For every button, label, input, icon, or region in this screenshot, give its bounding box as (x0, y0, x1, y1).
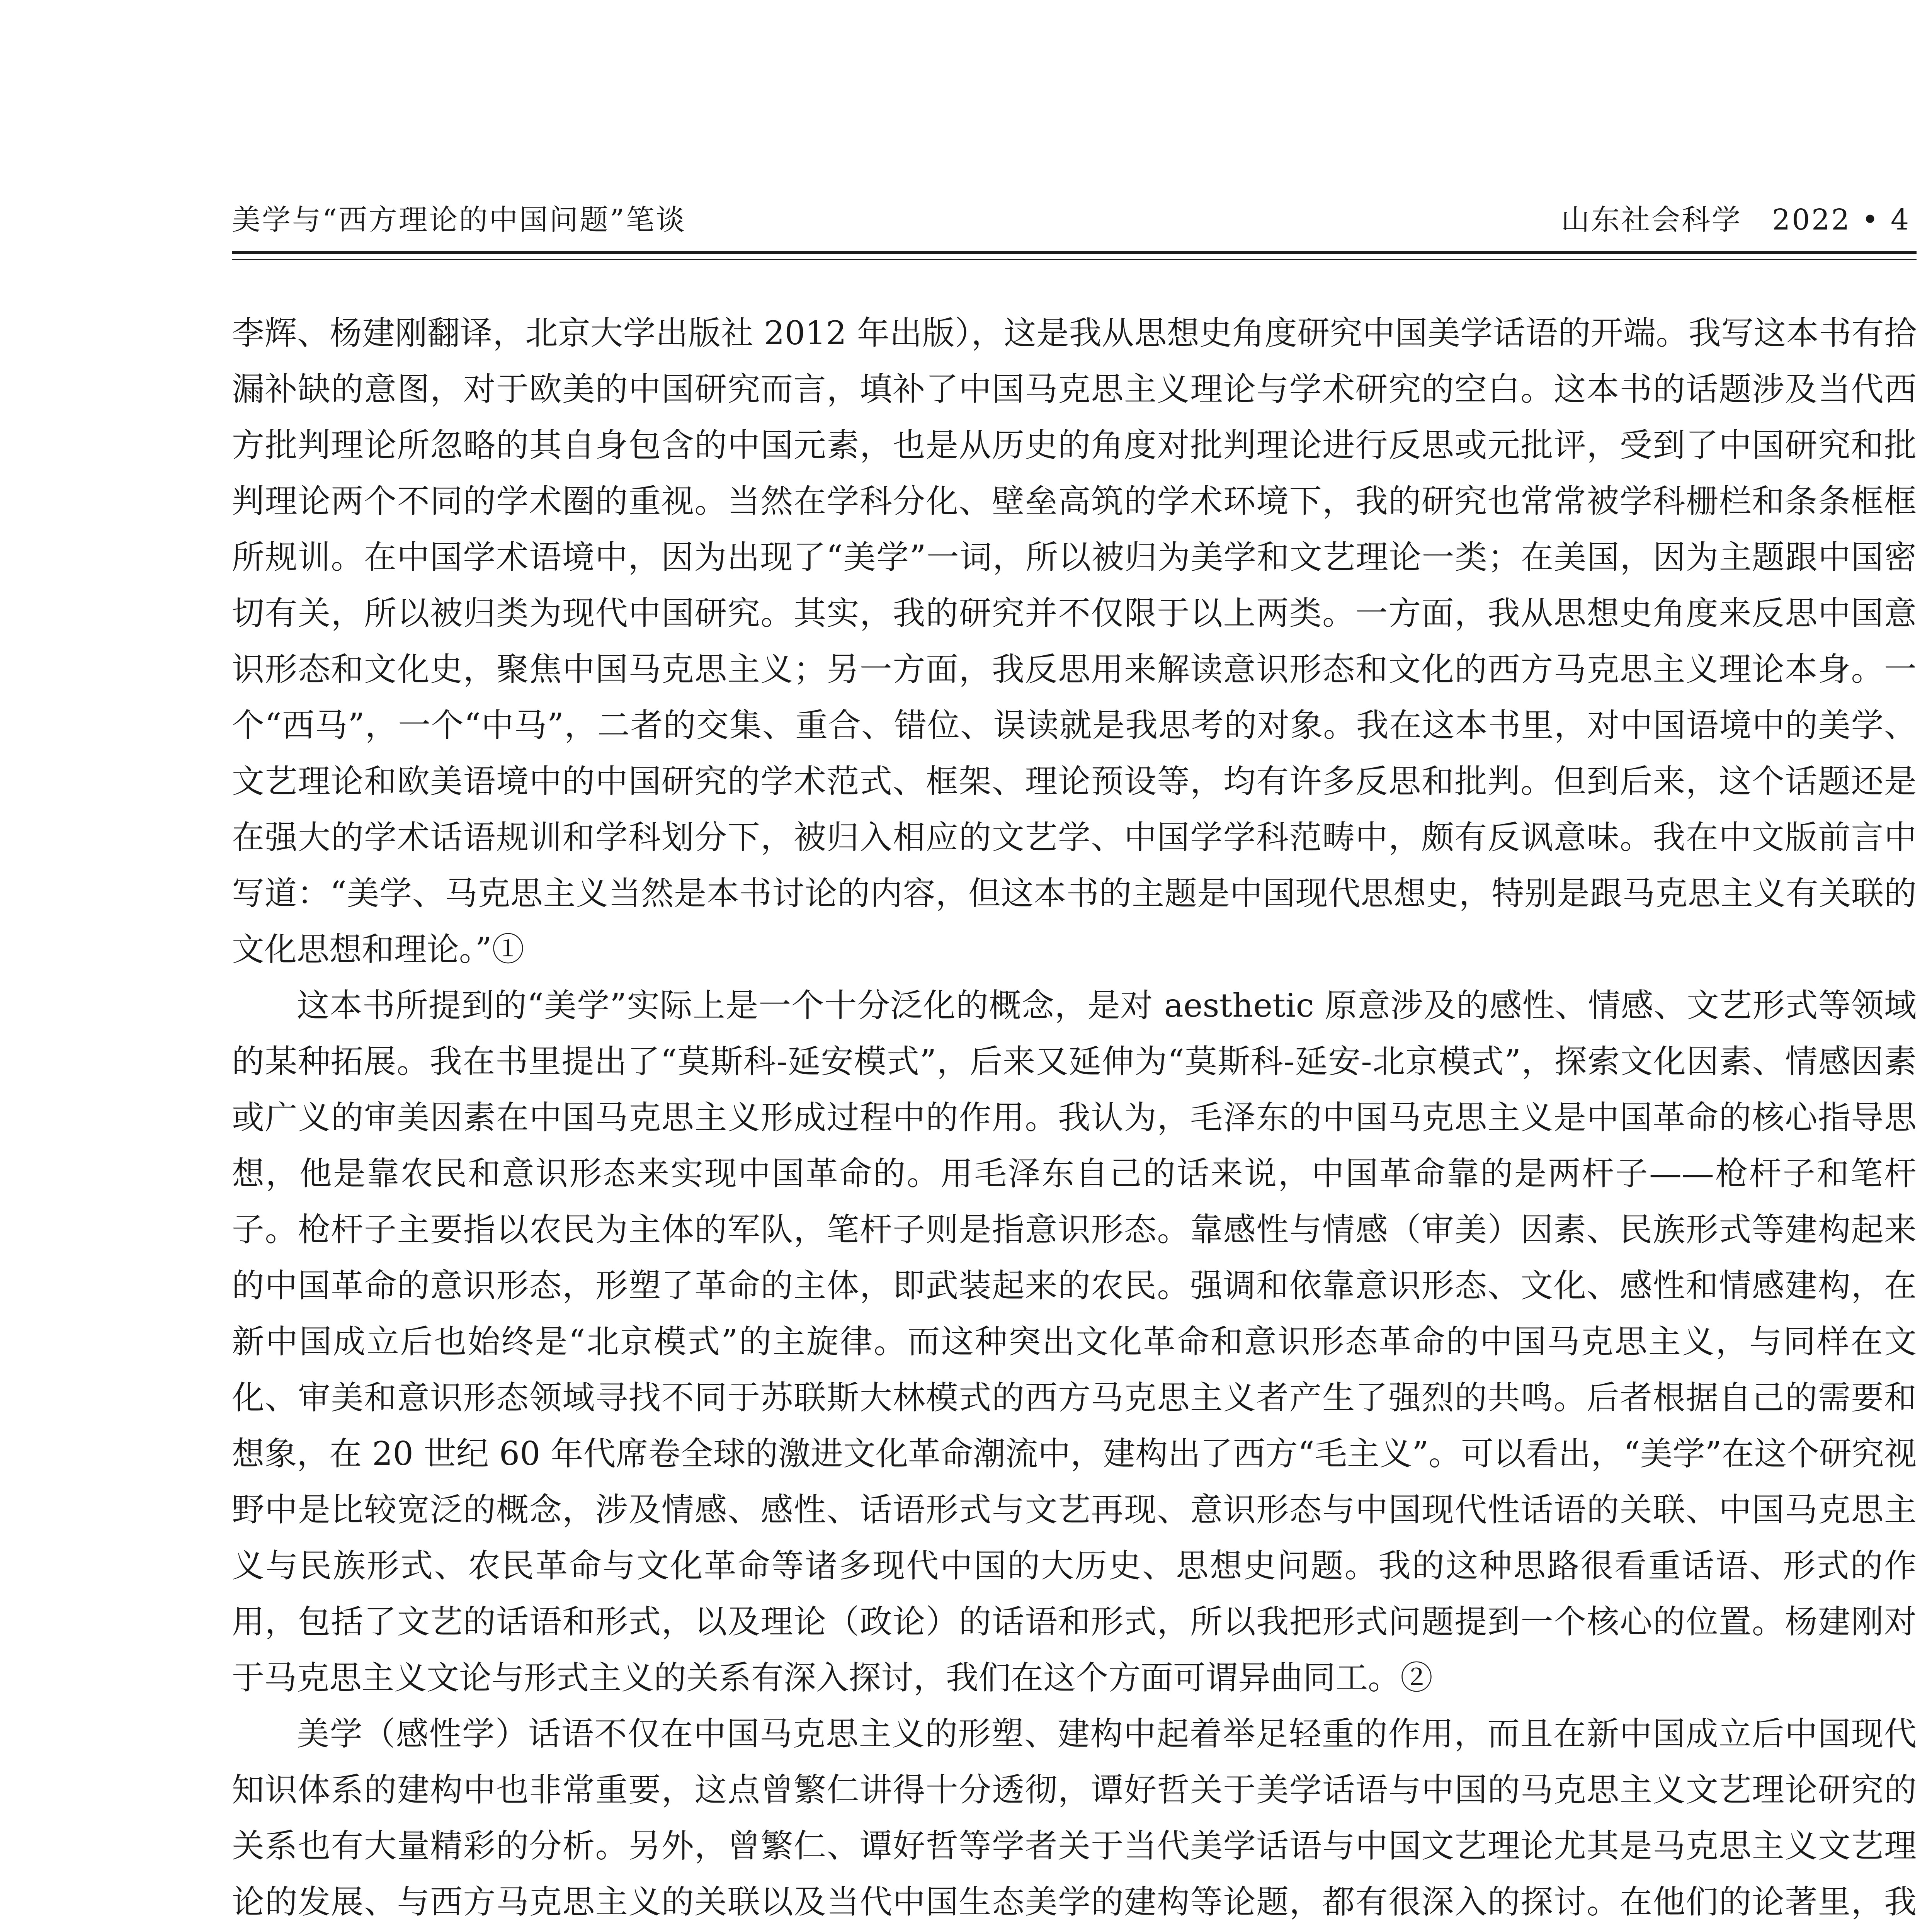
paragraph-3: 美学（感性学）话语不仅在中国马克思主义的形塑、建构中起着举足轻重的作用，而且在新中国成立后中国现代知识体系的建构中也非常重要，这点曾繁仁讲得十分透彻，谭好哲关于美学话语与中国的马克思主义文艺理论研究的关系也有大量精彩的分析。另外，曾繁仁、谭好哲等学者关于当代美学话语与中国文艺理论尤其是马克思主义文艺理论的发展、与西方马克思主义的关联以及当代中国生态美学的建构等论题，都有很深入的探讨。在他们的论著里，我 (232, 1715, 1917, 1921)
running-header-title: 美学与“西方理论的中国问题”笔谈 (232, 203, 686, 236)
paragraph-2: 这本书所提到的“美学”实际上是一个十分泛化的概念，是对 aesthetic 原意涉及的感性、情感、文艺形式等领域的某种拓展。我在书里提出了“莫斯科-延安模式”，后来又延伸为“莫斯科-延安-北京模式”，探索文化因素、情感因素或广义的审美因素在中国马克思主义形成过程中的作用。我认为，毛泽东的中国马克思主义是中国革命的核心指导思想，他是靠农民和意识形态来实现中国革命的。用毛泽东自己的话来说，中国革命靠的是两杆子——枪杆子和笔杆子。枪杆子主要指以农民为主体的军队，笔杆子则是指意识形态。靠感性与情感（审美）因素、民族形式等建构起来的中国革命的意识形态，形塑了革命的主体，即武装起来的农民。强调和依靠意识形态、文化、感性和情感建构，在新中国成立后也始终是“北京模式”的主旋律。而这种突出文化革命和意识形态革命的中国马克思主义，与同样在文化、审美和意识形态领域寻找不同于苏联斯大林模式的西方马克思主义者产生了强烈的共鸣。后者根据自己的需要和想象，在 20 世纪 60 年代席卷全球的激进文化革命潮流中，建构出了西方“毛主义”。可以看出，“美学”在这个研究视野中是比较宽泛的概念，涉及情感、感性、话语形式与文艺再现、意识形态与中国现代性话语的关联、中国马克思主义与民族形式、农民革命与文化革命等诸多现代中国的大历史、思想史问题。我的这种思路很看重话语、形式的作用，包括了文艺的话语和形式，以及理论（政论）的话语和形式，所以我把形式问题提到一个核心的位置。杨建刚对于马克思主义文论与形式主义的关系有深入探讨，我们在这个方面可谓异曲同工。② (232, 986, 1917, 1697)
article-body (232, 305, 1917, 1932)
running-header-journal: 山东社会科学 2022 • 4 (1561, 203, 1911, 236)
paragraph-1: 李辉、杨建刚翻译，北京大学出版社 2012 年出版），这是我从思想史角度研究中国美学话语的开端。我写这本书有拾漏补缺的意图，对于欧美的中国研究而言，填补了中国马克思主义理论与学术研究的空白。这本书的话题涉及当代西方批判理论所忽略的其自身包含的中国元素，也是从历史的角度对批判理论进行反思或元批评，受到了中国研究和批判理论两个不同的学术圈的重视。当然在学科分化、壁垒高筑的学术环境下，我的研究也常常被学科栅栏和条条框框所规训。在中国学术语境中，因为出现了“美学”一词，所以被归为美学和文艺理论一类；在美国，因为主题跟中国密切有关，所以被归类为现代中国研究。其实，我的研究并不仅限于以上两类。一方面，我从思想史角度来反思中国意识形态和文化史，聚焦中国马克思主义；另一方面，我反思用来解读意识形态和文化的西方马克思主义理论本身。一个“西马”，一个“中马”，二者的交集、重合、错位、误读就是我思考的对象。我在这本书里，对中国语境中的美学、文艺理论和欧美语境中的中国研究的学术范式、框架、理论预设等，均有许多反思和批判。但到后来，这个话题还是在强大的学术话语规训和学科划分下，被归入相应的文艺学、中国学学科范畴中，颇有反讽意味。我在中文版前言中写道：“美学、马克思主义当然是本书讨论的内容，但这本书的主题是中国现代思想史，特别是跟马克思主义有关联的文化思想和理论。”① (232, 314, 1917, 968)
header-rule-thin (232, 259, 1917, 260)
header-rule-thick (232, 251, 1917, 254)
